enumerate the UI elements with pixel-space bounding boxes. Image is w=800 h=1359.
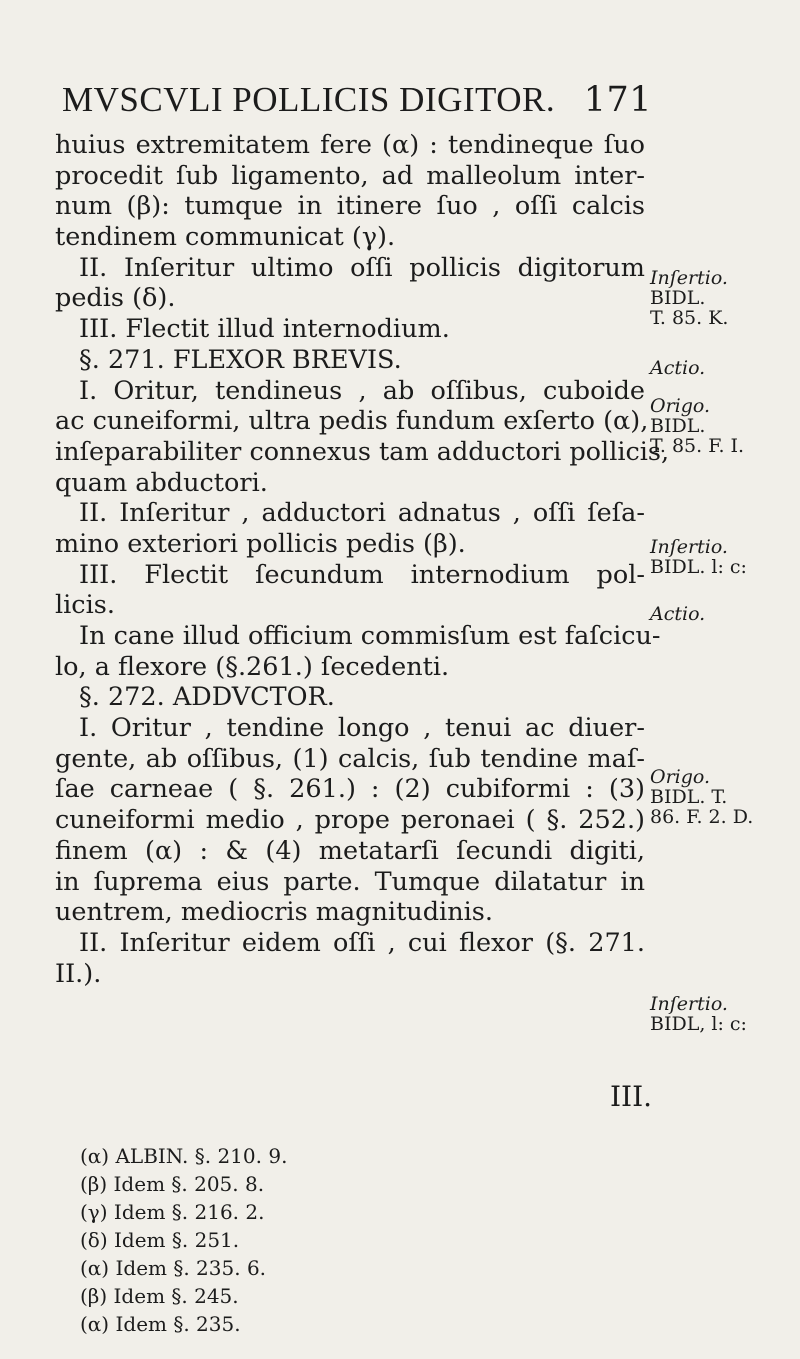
footnote-mark: (δ) [80, 1228, 108, 1252]
text-line: in ſuprema eius parte. Tumque dilatatur in [55, 866, 645, 897]
text-line: II. Inſeritur , adductori adnatus , oſſi ſeſa- [79, 498, 645, 529]
margin-note [650, 604, 795, 624]
main-text [55, 130, 670, 989]
text-line: ſae carneae ( §. 261.) : (2) cubiformi : (3) [55, 774, 645, 805]
footnote-text: ALBIN. §. 210. 9. [115, 1144, 288, 1168]
text-line: §. 272. ADDVCTOR. [79, 682, 335, 713]
page-number: 171 [583, 80, 652, 120]
margin-note [650, 767, 795, 827]
footnote-text: Idem §. 235. 6. [115, 1256, 267, 1280]
text-line: num (β): tumque in itinere ſuo , oſſi calcis [55, 191, 645, 222]
margin-label: Origo. [650, 766, 711, 788]
margin-reference: BIDL. T. 86. F. 2. D. [650, 786, 754, 828]
footnotes [80, 1142, 480, 1338]
margin-reference: BIDL, l: c: [650, 1013, 747, 1035]
text-line: procedit ſub ligamento, ad malleolum inter- [55, 160, 645, 191]
footnote-mark: (γ) [80, 1200, 108, 1224]
running-title: MVSCVLI POLLICIS DIGITOR. [62, 80, 556, 119]
running-header [62, 80, 652, 120]
footnote [80, 1226, 480, 1254]
text-line: uentrem, mediocris magnitudinis. [55, 897, 493, 928]
text-line: ac cuneiformi, ultra pedis fundum exſerto (α), [55, 406, 649, 437]
footnote [80, 1142, 480, 1170]
margin-note [650, 396, 795, 456]
footnote [80, 1198, 480, 1226]
margin-note [650, 537, 795, 577]
margin-note [650, 268, 795, 328]
text-line: II. Inſeritur eidem oſſi , cui flexor (§. 271. [79, 927, 645, 958]
margin-reference: BIDL. T. 85. F. I. [650, 415, 745, 457]
footnote [80, 1310, 480, 1338]
footnote-text: Idem §. 251. [114, 1228, 240, 1252]
footnote-mark: (α) [80, 1144, 110, 1168]
margin-label: Actio. [650, 603, 706, 625]
text-line: gente, ab oſſibus, (1) calcis, ſub tendine maſ- [55, 743, 645, 774]
text-line: tendinem communicat (γ). [55, 222, 396, 253]
text-line: finem (α) : & (4) metatarſi ſecundi digiti, [55, 835, 645, 866]
text-line: quam abductori. [55, 467, 268, 498]
footnote [80, 1170, 480, 1198]
text-line: licis. [55, 590, 115, 621]
footnote-text: Idem §. 205. 8. [113, 1172, 265, 1196]
text-line: II. Inſeritur ultimo oſſi pollicis digitorum [79, 252, 645, 283]
text-line: I. Oritur , tendine longo , tenui ac diuer- [79, 713, 645, 744]
text-line: mino exteriori pollicis pedis (β). [55, 528, 466, 559]
margin-label: Origo. [650, 395, 711, 417]
footnote-mark: (α) [80, 1312, 110, 1336]
text-line: §. 271. FLEXOR BREVIS. [79, 344, 402, 375]
footnote [80, 1254, 480, 1282]
margin-reference: BIDL. T. 85. K. [650, 287, 729, 329]
text-line: In cane illud officium commisſum est faſcicu- [79, 621, 661, 651]
text-line: lo, a flexore (§.261.) ſecedenti. [55, 651, 450, 682]
margin-label: Actio. [650, 357, 706, 379]
footnote-mark: (α) [80, 1256, 110, 1280]
text-line: II.). [55, 958, 102, 989]
margin-label: Inſertio. [650, 536, 728, 558]
footnote-text: Idem §. 235. [115, 1312, 241, 1336]
text-line: I. Oritur, tendineus , ab oſſibus, cuboide [79, 375, 645, 406]
footnote-text: Idem §. 216. 2. [113, 1200, 265, 1224]
text-line: III. Flectit ſecundum internodium pol- [79, 559, 645, 590]
footnote-text: Idem §. 245. [113, 1284, 239, 1308]
margin-label: Inſertio. [650, 267, 728, 289]
text-line: pedis (δ). [55, 283, 176, 314]
margin-label: Inſertio. [650, 993, 728, 1015]
margin-note [650, 358, 795, 378]
footnote-mark: (β) [80, 1284, 108, 1308]
text-line: cuneiformi medio , prope peronaei ( §. 252.) [55, 805, 645, 836]
margin-reference: BIDL. l: c: [650, 556, 747, 578]
catchword: III. [610, 1080, 653, 1113]
text-line: inſeparabiliter connexus tam adductori pollicis, [55, 436, 670, 467]
footnote [80, 1282, 480, 1310]
margin-note [650, 994, 795, 1034]
footnote-mark: (β) [80, 1172, 108, 1196]
text-line: III. Flectit illud internodium. [79, 314, 450, 345]
text-line: huius extremitatem fere (α) : tendineque ſuo [55, 130, 645, 160]
